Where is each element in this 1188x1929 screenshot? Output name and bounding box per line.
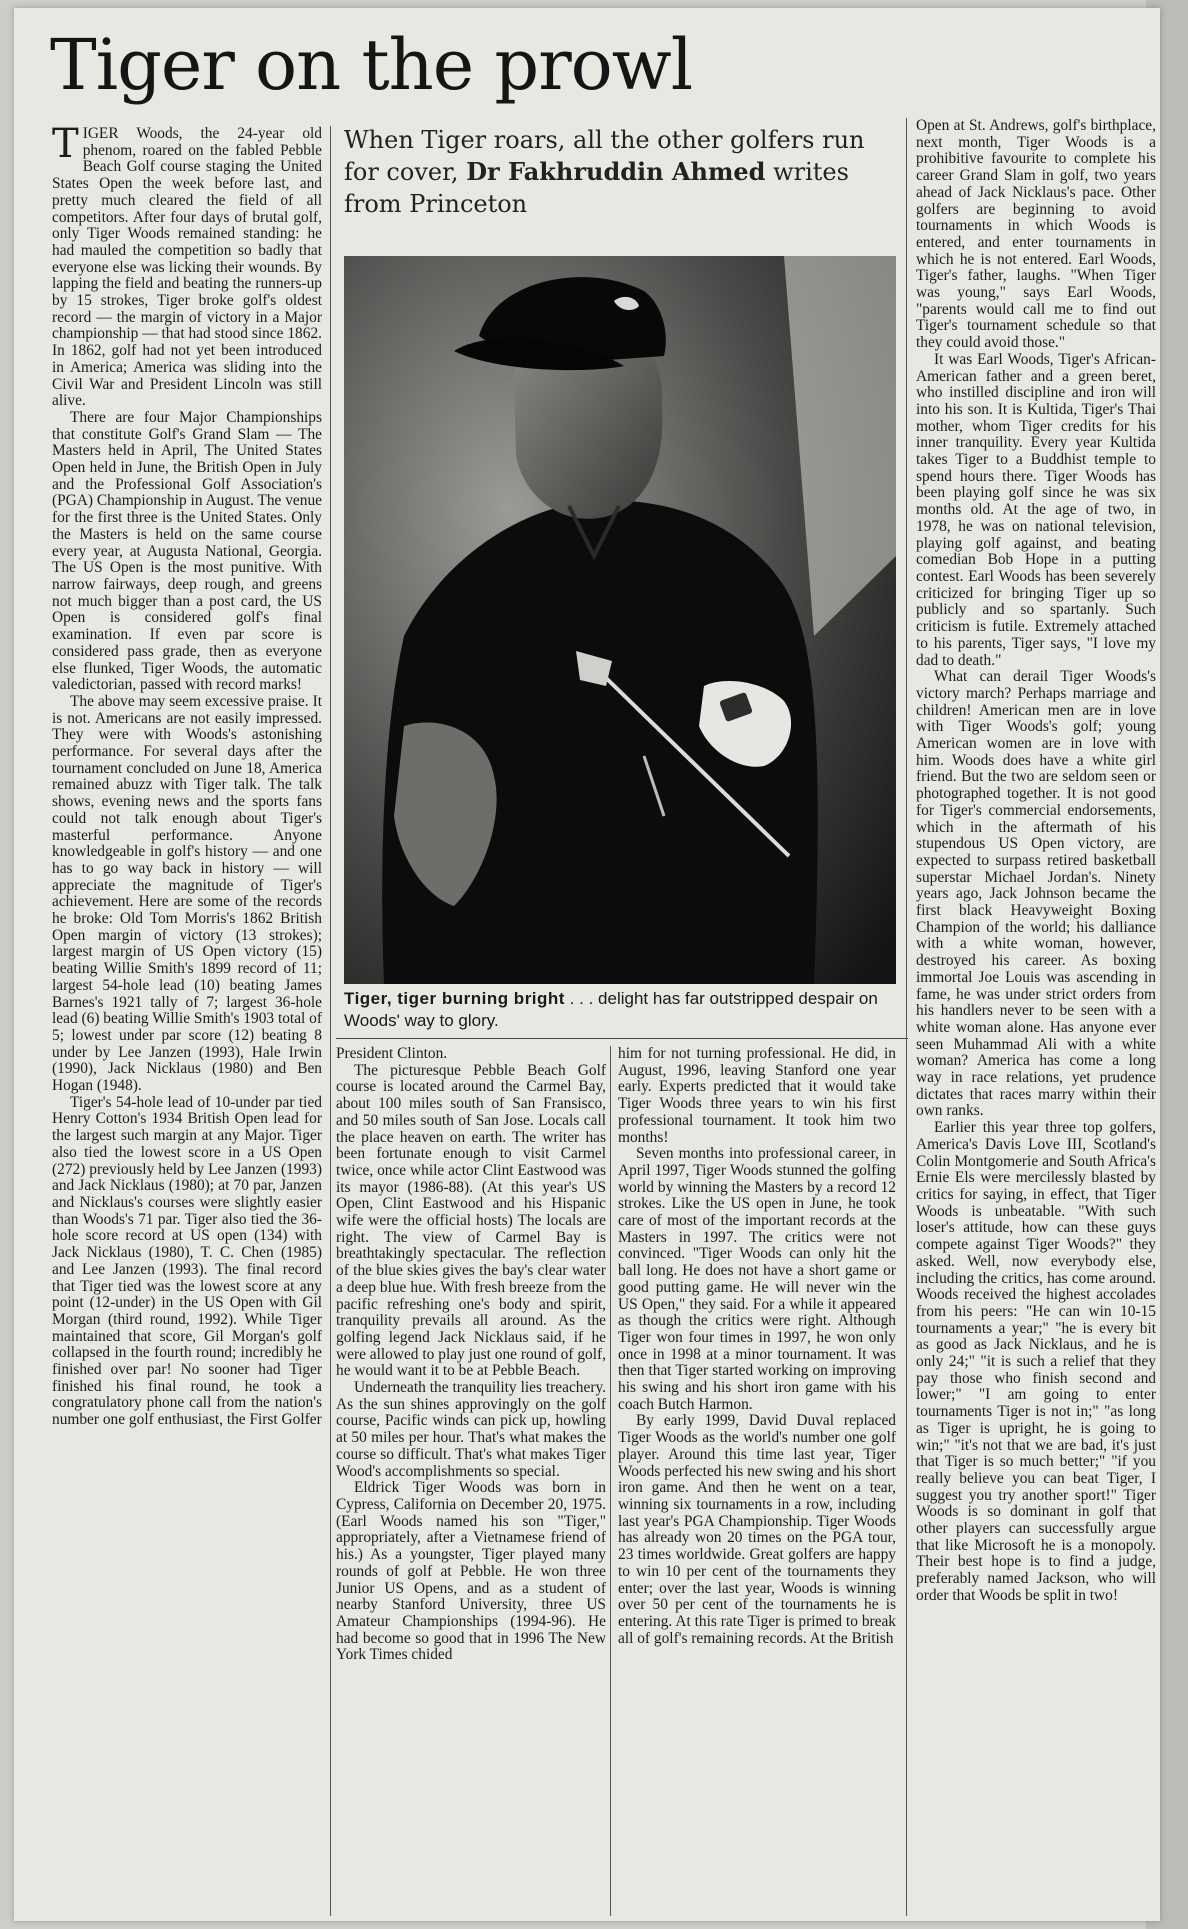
- column-rule-2: [610, 1046, 611, 1916]
- paragraph: Underneath the tranquility lies treachery. As the sun shines approvingly on the golf course, Pacific winds can pick up, howling at 50 miles per hour. That's what makes the course so difficult. That's what makes Tiger Wood's accomplishments so special.: [336, 1379, 606, 1480]
- paragraph: The picturesque Pebble Beach Golf course is located around the Carmel Bay, about 100 miles south of San Fransisco, and 50 miles south of San Jose. Locals call the place heaven on earth. The writer has been fortunate enough to visit Carmel twice, once while actor Clint Eastwood was its mayor (1986-88). (At this year's US Open, Clint Eastwood and his Hispanic wife were the official hosts) The locals are right. The view of Carmel Bay is breathtakingly spectacular. The reflection of the blue skies gives the bay's clear water a deep blue hue. With fresh breeze from the pacific refreshing one's body and spirit, tranquility prevails all around. As the golfing legend Jack Nicklaus said, if he were allowed to play just one round of golf, he would want it to be at Pebble Beach.: [336, 1061, 606, 1380]
- caption-title: Tiger, tiger burning bright: [344, 989, 565, 1008]
- standfirst: [344, 124, 904, 220]
- column-rule-3: [906, 118, 907, 1916]
- paragraph: What can derail Tiger Woods's victory march? Perhaps marriage and children! American men are in love with Tiger Woods's golf; young American women are in love with him. Woods does have a white girl friend. But the two are seldom seen or photographed together. It is not good for Tiger's commercial endorsements, which in the aftermath of his stupendous US Open victory, are expected to surpass retired basketball superstar Michael Jordan's. Ninety years ago, Jack Johnson became the first black Heavyweight Boxing Champion of the world; his dalliance with a white woman, however, destroyed his career. As boxing immortal Joe Louis was ascending in fame, he was under strict orders from his handlers never to be seen with a white woman alone. Has anyone ever seen Muhammad Ali with a white woman? America has come a long way in race relations, yet prudence dictates that races marry within their own ranks.: [916, 668, 1156, 1120]
- article-column-2: [336, 1046, 606, 1916]
- paragraph: Seven months into professional career, in April 1997, Tiger Woods stunned the golfing world by winning the Masters by a record 12 strokes. Like the US open in June, he took care of most of the important records at the Masters in 1997. The critics were not convinced. "Tiger Woods can only hit the ball long. He does not have a short game or good putting game. He will never win the US Open," they said. For a while it appeared as though the critics were right. Although Tiger won four times in 1997, he won only once in 1998 at a minor tournament. It was then that Tiger started working on improving his swing and his short iron game with his coach Butch Harmon.: [618, 1145, 896, 1413]
- photo-illustration: [344, 256, 896, 984]
- paragraph: Earlier this year three top golfers, America's Davis Love III, Scotland's Colin Montgomerie and South Africa's Ernie Els were mercilessly blasted by critics for saying, in effect, that Tiger Woods is unbeatable. "With such loser's attitude, how can these guys compete against Tiger Woods?" they asked. Well, now everybody else, including the critics, has come around. Woods received the highest accolades from his peers: "He can win 10-15 tournaments a year;" "he is every bit as good as Jack Nicklaus, and he is only 24;" "it is such a relief that they pay those who finish second and lower;" "I am going to enter tournaments Tiger is not in;" "as long as Tiger is upright, he is going to win;" "it's not that we are bad, it's just that Tiger is so much better;" "if you really believe you can beat Tiger, I suggest you try another sport!" Tiger Woods is so dominant in golf that other players can successfully argue that like Microsoft he is a monopoly. Their best hope is to find a judge, preferably named Jackson, who will order that Woods be split in two!: [916, 1119, 1156, 1604]
- drop-cap: T: [52, 126, 79, 167]
- paragraph-text: IGER Woods, the 24-year old phenom, roared on the fabled Pebble Beach Golf course staging the United States Open the week before last, and pretty much cleared the field of all competitors. After four days of brutal golf, only Tiger Woods remained standing: he had mauled the competition so badly that everyone else was licking their wounds. By lapping the field and beating the runners-up by 15 strokes, Tiger broke golf's oldest record — the margin of victory in a Major championship — that had stood since 1862. In 1862, golf had not yet been introduced in America; America was sliding into the Civil War and President Lincoln was still alive.: [52, 126, 322, 410]
- standfirst-lead: When Tiger roars, all the other golfers run for cover,: [344, 126, 865, 186]
- standfirst-tail: writes from Princeton: [344, 158, 849, 218]
- tiger-woods-photo: [344, 256, 896, 984]
- photo-caption: [344, 988, 904, 1032]
- article-column-4: [916, 118, 1156, 1916]
- paragraph: The above may seem excessive praise. It is not. Americans are not easily impressed. They were with Woods's astonishing performance. For several days after the tournament concluded on June 18, America remained abuzz with Tiger talk. The talk shows, evening news and the sports fans could not talk enough about Tiger's masterful performance. Anyone knowledgeable in golf's history — and one has to go way back in history — will appreciate the magnitude of Tiger's achievement. Here are some of the records he broke: Old Tom Morris's 1862 British Open margin of victory (13 strokes); largest margin of US Open victory (15) beating Willie Smith's 1899 record of 11; largest 54-hole lead (10) beating James Barnes's 1921 tally of 7; largest 36-hole lead (6) beating Willie Smith's 1903 total of 5; lowest under par score (12) beating 8 under by Lee Janzen (1993), Hale Irwin (1990), Jack Nicklaus (1980) and Ben Hogan (1948).: [52, 692, 322, 1095]
- article-column-3: [618, 1046, 896, 1916]
- column-rule-1: [330, 126, 331, 1916]
- paragraph: It was Earl Woods, Tiger's African-American father and a green beret, who instilled discipline and iron will into his son. It is Kultida, Tiger's Thai mother, whom Tiger credits for his inner tranquility. Every year Kultida takes Tiger to a Buddhist temple to spend hours there. Tiger Woods has been playing golf since he was six months old. At the age of two, in 1978, he was on national television, playing golf against, and beating comedian Bob Hope in a putting contest. Earl Woods has been severely criticized for bringing Tiger up so publicly and so spartanly. Such criticism is futile. Extremely attached to his parents, Tiger says, "I love my dad to death.": [916, 350, 1156, 669]
- paragraph: Eldrick Tiger Woods was born in Cypress, California on December 20, 1975. (Earl Woods named his son "Tiger," appropriately, after a Vietnamese friend of his.) As a youngster, Tiger played many rounds of golf at Pebble. He won three Junior US Opens, and as a student of nearby Stanford University, three US Amateur Championships (1994-96). He had become so good that in 1996 The New York Times chided: [336, 1479, 606, 1664]
- paragraph: [52, 126, 322, 410]
- paragraph: By early 1999, David Duval replaced Tiger Woods as the world's number one golf player. Around this time last year, Tiger Woods perfected his new swing and his short iron game. And then he went on a tear, winning six tournaments in a row, including last year's PGA Championship. Tiger Woods has already won 20 times on the PGA tour, 23 times worldwide. Great golfers are happy to win 10 per cent of the tournaments they enter; over the last year, Woods is winning over 50 per cent of the tournaments he is entering. At this rate Tiger is primed to break all of golf's remaining records. At the British: [618, 1412, 896, 1647]
- caption-text: . . . delight has far outstripped despair on Woods' way to glory.: [344, 989, 878, 1030]
- headline: Tiger on the prowl: [50, 24, 693, 106]
- paragraph: Open at St. Andrews, golf's birthplace, next month, Tiger Woods is a prohibitive favourite to complete his career Grand Slam in golf, two years ahead of Jack Nicklaus's pace. Other golfers are beginning to avoid tournaments in which Woods is entered, and enter tournaments in which he is not entered. Earl Woods, Tiger's father, laughs. "When Tiger was young," says Earl Woods, "parents would call me to find out Tiger's tournament schedule so that they could avoid those.": [916, 118, 1156, 352]
- author-name: Dr Fakhruddin Ahmed: [466, 157, 766, 186]
- article-column-1: [52, 126, 322, 1916]
- paragraph: There are four Major Championships that constitute Golf's Grand Slam — The Masters held in April, The United States Open held in June, the British Open in July and the Professional Golf Association's (PGA) Championship in August. The venue for the first three is the United States. Only the Masters is held on the same course every year, at Augusta National, Georgia. The US Open is the most punitive. With narrow fairways, deep rough, and greens not much bigger than a post card, the US Open is considered golf's final examination. If even par score is considered pass grade, then as everyone else flunked, Tiger Woods, the automatic valedictorian, passed with record marks!: [52, 408, 322, 694]
- paragraph: President Clinton.: [336, 1046, 448, 1062]
- paragraph: Tiger's 54-hole lead of 10-under par tied Henry Cotton's 1934 British Open lead for the largest such margin at any Major. Tiger also tied the lowest score in a US Open (272) previously held by Lee Janzen (1993) and Jack Nicklaus (1980); at 70 par, Janzen and Nicklaus's courses were slightly easier than Woods's 71 par. Tiger also tied the 36-hole score record at US open (134) with Jack Nicklaus (1980), T. C. Chen (1985) and Lee Janzen (1993). The final record that Tiger tied was the lowest score at any point (12-under) in the US Open with Gil Morgan (third round, 1992). While Tiger maintained that score, Gil Morgan's golf collapsed in the fourth round; incredibly he finished over par! No sooner had Tiger finished his final round, he took a congratulatory phone call from the nation's number one golf enthusiast, the First Golfer: [52, 1093, 322, 1429]
- paragraph: him for not turning professional. He did, in August, 1996, leaving Stanford one year early. Experts predicted that it would take Tiger Woods three years to win his first professional tournament. It took him two months!: [618, 1046, 896, 1146]
- caption-divider: [336, 1038, 908, 1039]
- newspaper-page: [14, 8, 1160, 1921]
